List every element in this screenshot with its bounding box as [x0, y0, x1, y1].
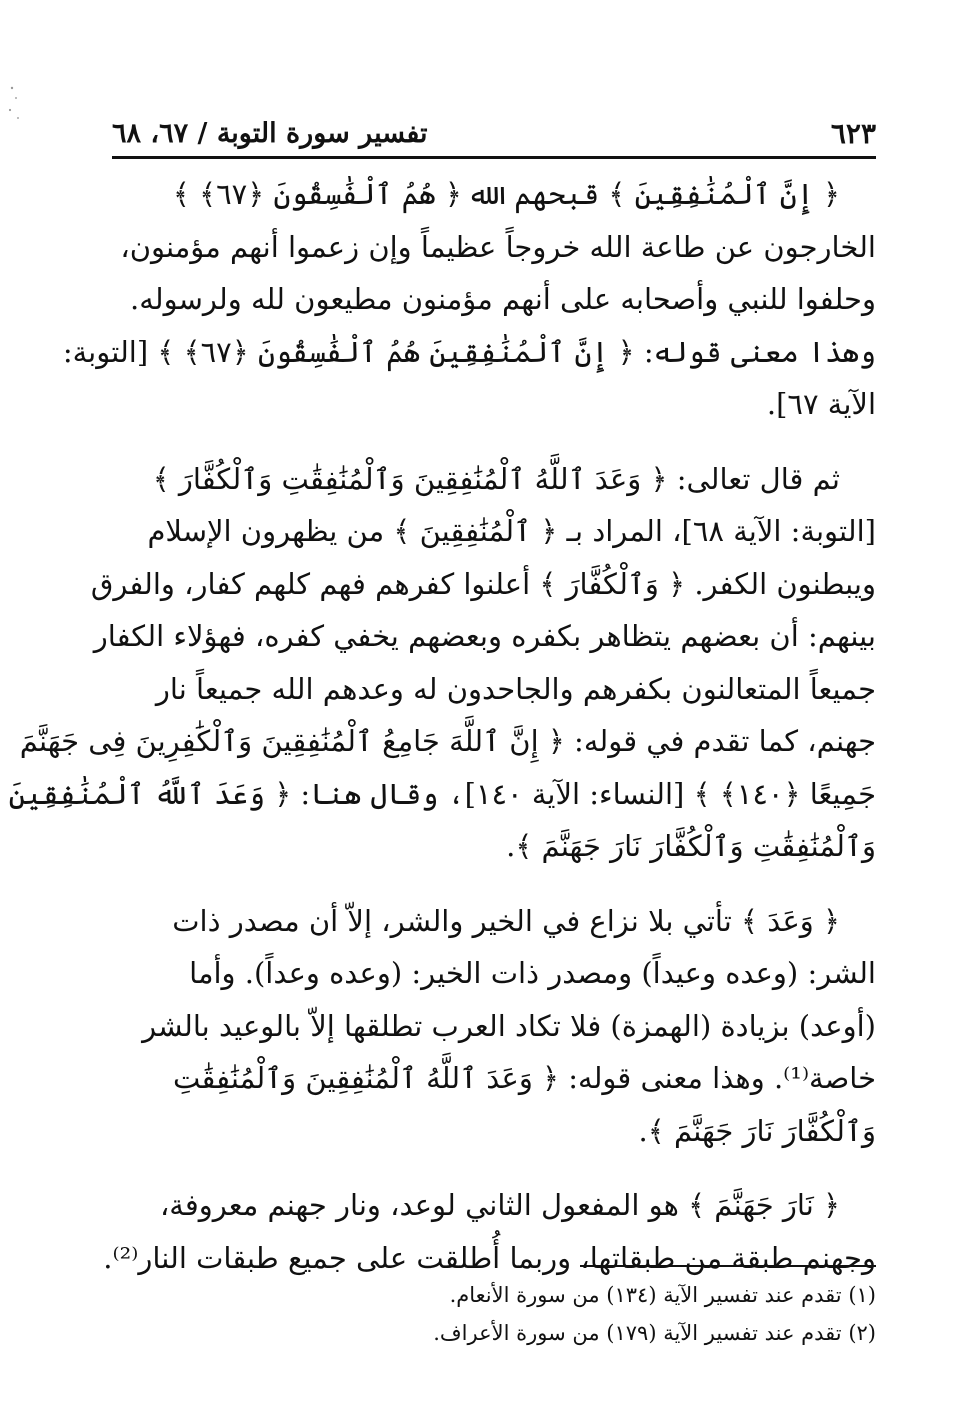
text-line: ﴿ إِنَّ ٱلْمُنَٰفِقِينَ ﴾ قبحهم الله ﴿ هُمُ ٱلْفَٰسِقُونَ ﴿٦٧﴾ ﴾	[172, 177, 840, 211]
header-rule	[112, 156, 876, 159]
text-line: ﴿ وَعَدَ ﴾ تأتي بلا نزاع في الخير والشر، إلاّ أن مصدر ذات	[172, 903, 840, 938]
running-title: تفسير سورة التوبة / ٦٧، ٦٨	[112, 117, 428, 149]
text-line: ويبطنون الكفر. ﴿ وَٱلْكُفَّارَ ﴾ أعلنوا كفرهم فهم كلهم كفار، والفرق	[90, 566, 876, 601]
paragraph	[8, 453, 876, 873]
footnotes	[112, 1276, 876, 1352]
margin-speck-marks	[6, 84, 30, 124]
text-line: الشر: (وعده وعيداً) ومصدر ذات الخير: (وعده وعداً). وأما	[189, 956, 876, 990]
text-line: جَمِيعًا ﴿١٤٠﴾ ﴾ [النساء: الآية ١٤٠]، وقال هنا: ﴿ وَعَدَ ٱللَّهُ ٱلْمُنَٰفِقِينَ	[8, 776, 876, 811]
text-line: ثم قال تعالى: ﴿ وَعَدَ ٱللَّهُ ٱلْمُنَٰفِقِينَ وَٱلْمُنَٰفِقَٰتِ وَٱلْكُفَّارَ ﴾	[152, 461, 840, 496]
text-line: الآية ٦٧].	[766, 387, 876, 421]
text-line: خاصة⁽¹⁾. وهذا معنى قوله: ﴿ وَعَدَ ٱللَّهُ ٱلْمُنَٰفِقِينَ وَٱلْمُنَٰفِقَٰتِ	[173, 1061, 876, 1095]
text-line: الخارجون عن طاعة الله خروجاً عظيماً وإن زعموا أنهم مؤمنون،	[120, 229, 876, 264]
text-line: جميعاً المتعالنون بكفرهم والجاحدون له وعدهم الله جميعاً نار	[155, 671, 876, 706]
footnote-rule	[580, 1265, 876, 1267]
text-line: وَٱلْمُنَٰفِقَٰتِ وَٱلْكُفَّارَ نَارَ جَهَنَّمَ ﴾.	[506, 829, 876, 863]
main-text	[8, 168, 876, 1284]
footnote: (٢) تقدم عند تفسير الآية (١٧٩) من سورة الأعراف.	[433, 1321, 876, 1345]
page-number: ٦٢٣	[830, 116, 876, 150]
page-header	[112, 112, 876, 154]
paragraph	[103, 1179, 876, 1284]
text-line: (أوعد) بزيادة (الهمزة) فلا تكاد العرب تطلقها إلاّ بالوعيد بالشر	[142, 1008, 876, 1043]
text-line: بينهم: أن بعضهم يتظاهر بكفره وبعضهم يخفي كفره، فهؤلاء الكفار	[93, 619, 876, 653]
paragraph	[62, 168, 876, 431]
paragraph	[112, 895, 876, 1158]
text-line: وجهنم طبقة من طبقاتها، وربما أُطلقت على جميع طبقات النار⁽²⁾.	[103, 1240, 876, 1275]
text-line: وَٱلْكُفَّارَ نَارَ جَهَنَّمَ ﴾.	[638, 1113, 876, 1148]
footnote: (١) تقدم عند تفسير الآية (١٣٤) من سورة الأنعام.	[449, 1283, 876, 1307]
text-line: جهنم، كما تقدم في قوله: ﴿ إِنَّ ٱللَّهَ جَامِعُ ٱلْمُنَٰفِقِينَ وَٱلْكَٰفِرِينَ فِى جَهَنَّمَ	[19, 724, 876, 758]
text-line: ﴿ نَارَ جَهَنَّمَ ﴾ هو المفعول الثاني لوعد، ونار جهنم معروفة،	[159, 1188, 840, 1222]
text-line: [التوبة: الآية ٦٨]، المراد بـ ﴿ ٱلْمُنَٰفِقِينَ ﴾ من يظهرون الإسلام	[147, 514, 876, 548]
text-line: وهذا معنى قوله: ﴿ إِنَّ ٱلْمُنَٰفِقِينَ هُمُ ٱلْفَٰسِقُونَ ﴿٦٧﴾ ﴾ [التوبة:	[62, 334, 876, 369]
text-line: وحلفوا للنبي وأصحابه على أنهم مؤمنون مطيعون لله ولرسوله.	[130, 282, 876, 316]
